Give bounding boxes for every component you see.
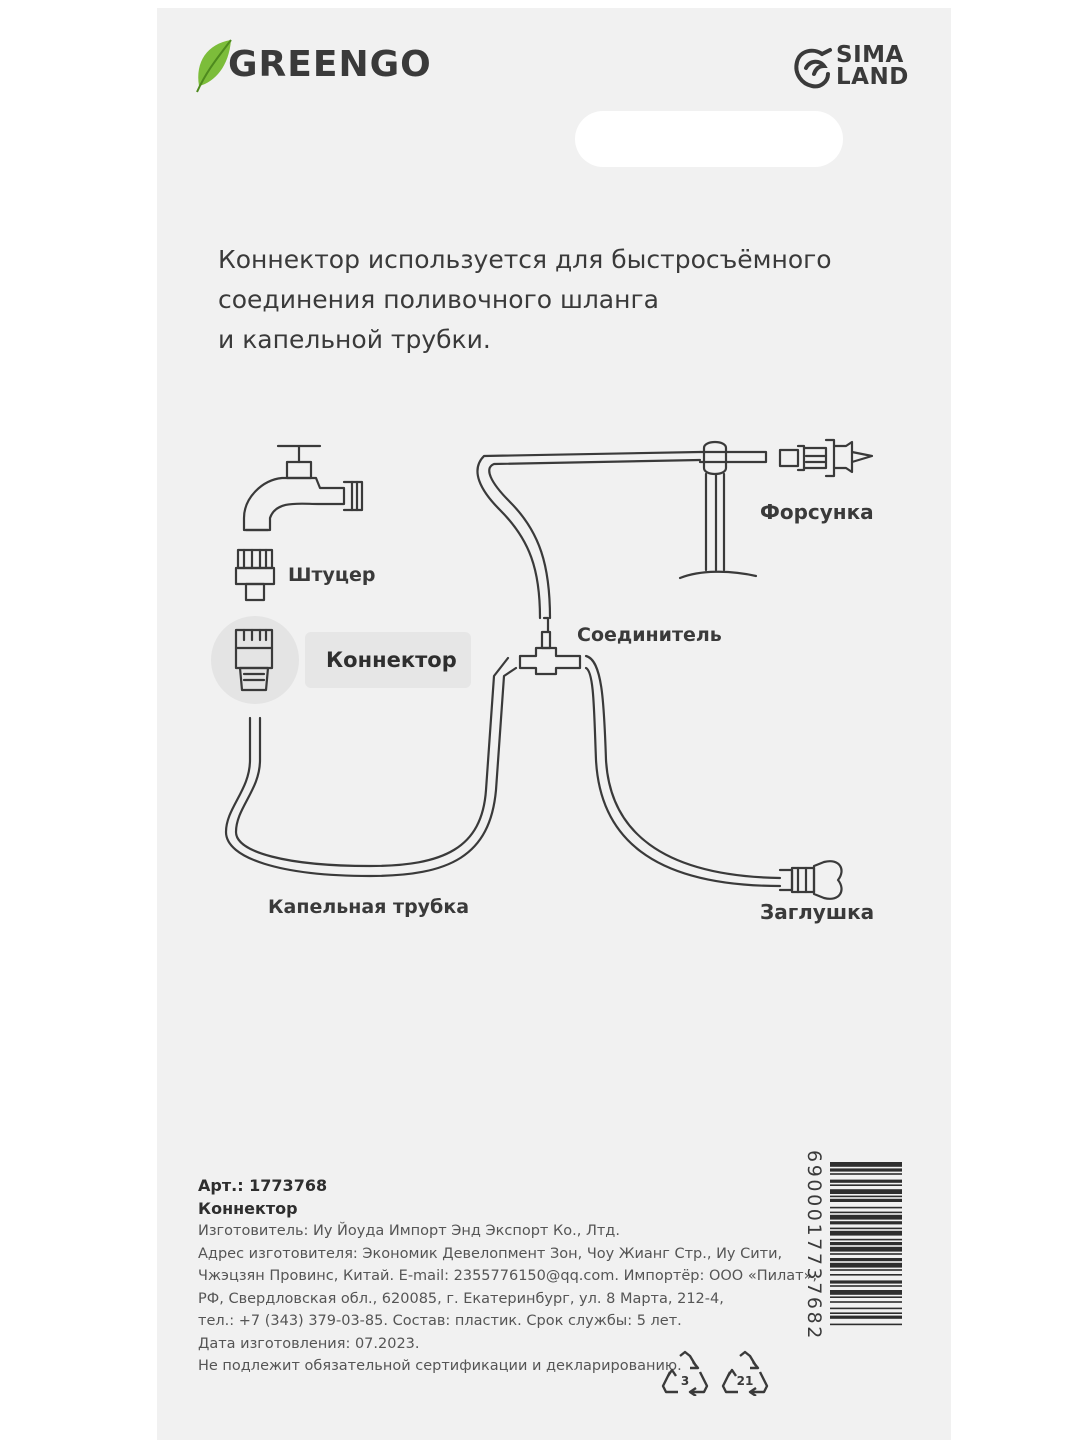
- barcode-bar: [830, 1196, 902, 1198]
- label-tee: Соединитель: [577, 624, 722, 646]
- label-fitting: Штуцер: [288, 564, 376, 586]
- address-line: Адрес изготовителя: Экономик Девелопмент Зон, Чоу Жианг Стр., Иу Сити,: [198, 1245, 783, 1262]
- barcode-bar: [830, 1312, 902, 1314]
- drip-tube-right: [586, 656, 780, 886]
- recycle-code-3: 3: [680, 1374, 690, 1388]
- barcode-bar: [830, 1168, 902, 1171]
- article-number: Арт.: 1773768: [198, 1176, 328, 1195]
- barcode-bar: [830, 1180, 902, 1183]
- barcode-bar: [830, 1296, 902, 1298]
- fitting-icon: [236, 550, 274, 600]
- manufacturer: Изготовитель: Иу Йоуда Импорт Энд Экспорт Ко., Лтд.: [198, 1223, 620, 1239]
- label-drip-tube: Капельная трубка: [268, 896, 470, 918]
- tee-connector-icon: [520, 618, 580, 674]
- barcode-bar: [830, 1280, 902, 1283]
- manufacture-date: Дата изготовления: 07.2023.: [198, 1335, 420, 1352]
- faucet-icon: [244, 446, 362, 530]
- barcode-bar: [830, 1285, 902, 1287]
- label-nozzle: Форсунка: [760, 500, 874, 524]
- brand-logo: GREENGO: [228, 44, 432, 85]
- recycle-code-21: 21: [736, 1374, 754, 1388]
- barcode-bar: [830, 1173, 902, 1175]
- product-name: Коннектор: [198, 1198, 298, 1218]
- connector-icon: [236, 630, 272, 690]
- certification-note: Не подлежит обязательной сертификации и декларированию.: [198, 1358, 682, 1374]
- address-line: тел.: +7 (343) 379-03-85. Состав: пластик. Срок службы: 5 лет.: [198, 1313, 682, 1329]
- barcode-bar: [830, 1258, 902, 1261]
- barcode-bar: [830, 1221, 902, 1224]
- label-end-plug: Заглушка: [760, 900, 875, 924]
- address-line: Чжэцзян Провинс, Китай. E-mail: 2355776150@qq.com. Импортёр: ООО «Пилат»,: [198, 1268, 818, 1284]
- barcode-bar: [830, 1247, 902, 1252]
- drip-tube-left: [226, 658, 516, 876]
- barcode-bar: [830, 1290, 902, 1295]
- barcode: [802, 1148, 906, 1396]
- address-line: РФ, Свердловская обл., 620085, г. Екатеринбург, ул. 8 Марта, 212-4,: [198, 1290, 724, 1307]
- label-connector: Коннектор: [326, 648, 457, 672]
- barcode-bar: [830, 1253, 902, 1255]
- barcode-bar: [830, 1274, 902, 1276]
- recycle-icon-3: [660, 1350, 710, 1396]
- barcode-bar: [830, 1324, 902, 1326]
- end-plug-icon: [780, 861, 842, 899]
- barcode-bar: [830, 1269, 902, 1271]
- barcode-bar: [830, 1316, 902, 1319]
- barcode-bar: [830, 1231, 902, 1236]
- barcode-bar: [830, 1301, 902, 1303]
- barcode-bar: [830, 1239, 902, 1241]
- barcode-bar: [830, 1242, 902, 1245]
- land-word: LAND: [836, 64, 909, 90]
- barcode-bar: [830, 1162, 902, 1167]
- barcode-bar: [830, 1212, 902, 1214]
- description-line: соединения поливочного шланга: [218, 285, 659, 314]
- description-line: Коннектор используется для быстросъёмного: [218, 245, 832, 274]
- barcode-bar: [830, 1215, 902, 1220]
- upper-tube: [477, 452, 766, 618]
- nozzle-icon: [780, 440, 872, 476]
- barcode-bar: [830, 1263, 902, 1268]
- description-line: и капельной трубки.: [218, 325, 491, 354]
- barcode-bar: [830, 1308, 902, 1310]
- barcode-bar: [830, 1184, 902, 1186]
- sima-word: SIMA: [836, 42, 904, 68]
- barcode-digits: 6900017737682: [803, 1150, 825, 1341]
- recycle-icon-21: [720, 1350, 770, 1396]
- barcode-bar: [830, 1199, 902, 1202]
- barcode-bar: [830, 1189, 902, 1194]
- barcode-bar: [830, 1207, 902, 1209]
- barcode-bar: [830, 1228, 902, 1230]
